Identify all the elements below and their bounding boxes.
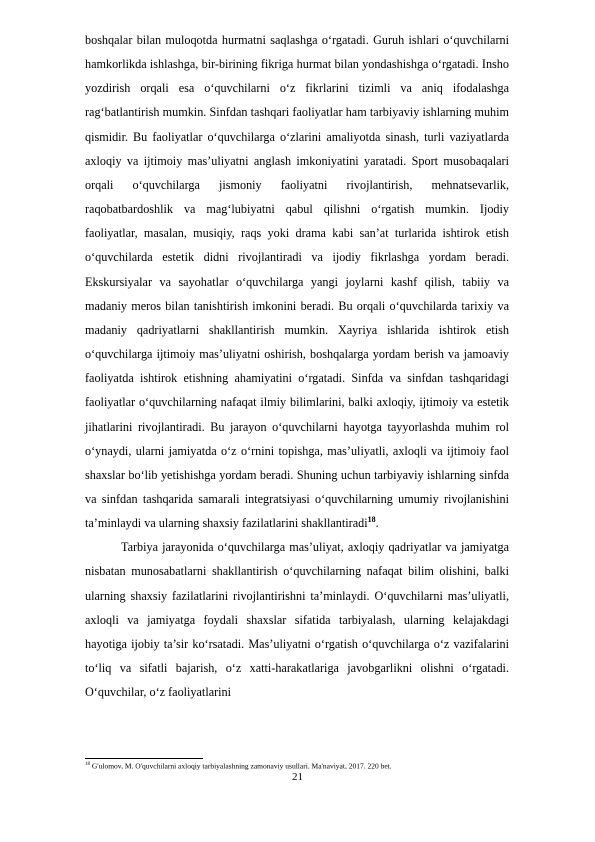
paragraph-1 <box>85 28 509 535</box>
paragraph-2-text: Tarbiya jarayonida o‘quvchilarga mas’uliyat, axloqiy qadriyatlar va jamiyatga nisbatan munosabatlarni shakllantirish o‘quvchilarning nafaqat bilim olishini, balki ularning shaxsiy fazilatlarini rivojlantirishni ta’minlaydi. O‘quvchilarni mas’uliyatli, axloqli va jamiyatga foydali shaxslar sifatida tarbiyalash, ularning kelajakdagi hayotiga ijobiy ta’sir ko‘rsatadi. Mas’uliyatni o‘rgatish o‘quvchilarga o‘z vazifalarini to‘liq va sifatli bajarish, o‘z xatti-harakatlariga javobgarlikni olishni o‘rgatadi. O‘quvchilar, o‘z faoliyatlarini <box>85 540 509 700</box>
footnote-separator <box>85 758 203 759</box>
footnote-text: G'ulomov, M. O'quvchilarni axloqiy tarbiyalashning zamonaviy usullari. Ma'naviyat, 2017. 220 bet. <box>91 761 392 771</box>
footnote-reference[interactable]: 18 <box>367 515 376 525</box>
paragraph-1-text: boshqalar bilan muloqotda hurmatni saqlashga o‘rgatadi. Guruh ishlari o‘quvchilarni hamkorlikda ishlashga, bir-birining fikriga hurmat bilan yondashishga o‘rgatadi. Insho yozdirish orqali esa o‘quvchilarni o‘z fikrlarini tizimli va aniq ifodalashga rag‘batlantirish mumkin. Sinfdan tashqari faoliyatlar ham tarbiyaviy ishlarning muhim qismidir. Bu faoliyatlar o‘quvchilarga o‘zlarini amaliyotda sinash, turli vaziyatlarda axloqiy va ijtimoiy mas’uliyatni anglash imkoniyatini yaratadi. Sport musobaqalari orqali o‘quvchilarga jismoniy faoliyatni rivojlantirish, mehnatsevarlik, raqobatbardoshlik va mag‘lubiyatni qabul qilishni o‘rgatish mumkin. Ijodiy faoliyatlar, masalan, musiqiy, raqs yoki drama kabi san’at turlarida ishtirok etish o‘quvchilarda estetik didni rivojlantiradi va ijodiy fikrlashga yordam beradi. Ekskursiyalar va sayohatlar o‘quvchilarga yangi joylarni kashf qilish, tabiiy va madaniy meros bilan tanishtirish imkonini beradi. Bu orqali o‘quvchilarda tarixiy va madaniy qadriyatlarni shakllantirish mumkin. Xayriya ishlarida ishtirok etish o‘quvchilarga ijtimoiy mas’uliyatni oshirish, boshqalarga yordam berish va jamoaviy faoliyatda ishtirok etishning ahamiyatini o‘rgatadi. Sinfda va sinfdan tashqaridagi faoliyatlar o‘quvchilarning nafaqat ilmiy bilimlarini, balki axloqiy, ijtimoiy va estetik jihatlarini rivojlantiradi. Bu jarayon o‘quvchilarni hayotga tayyorlashda muhim rol o‘ynaydi, ularni jamiyatda o‘z o‘rnini topishga, mas’uliyatli, axloqli va ijtimoiy faol shaxslar bo‘lib yetishishga yordam beradi. Shuning uchun tarbiyaviy ishlarning sinfda va sinfdan tashqarida samarali integratsiyasi o‘quvchilarning umumiy rivojlanishini ta’minlaydi va ularning shaxsiy fazilatlarini shakllantiradi <box>85 33 509 531</box>
page-number: 21 <box>292 771 303 783</box>
footnote-number: 18 <box>85 762 90 767</box>
paragraph-1-tail: . <box>375 516 379 531</box>
paragraph-2 <box>85 535 509 704</box>
body-text <box>85 28 509 704</box>
footnote <box>85 760 525 772</box>
